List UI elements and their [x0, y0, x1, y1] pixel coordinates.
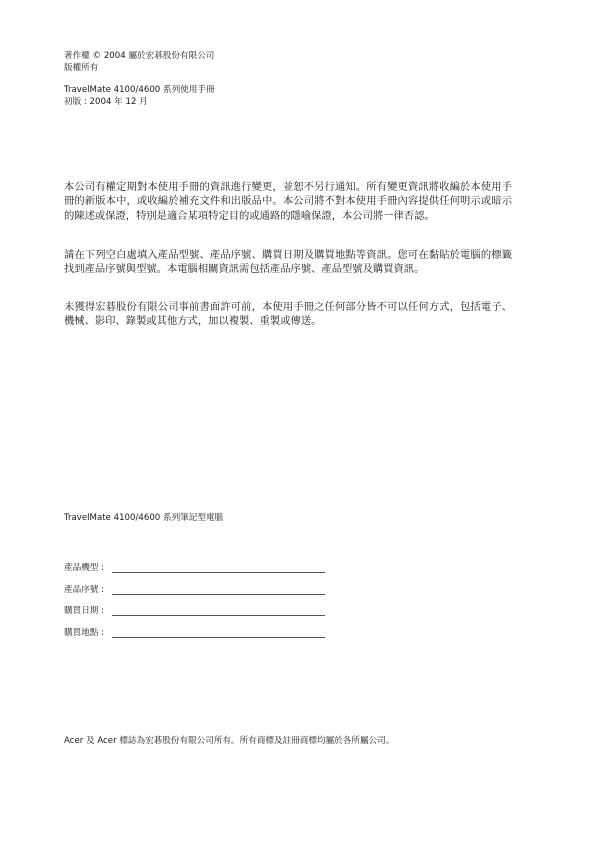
notice-paragraph-2: 請在下列空白處填入產品型號、產品序號、購買日期及購買地點等資訊。您可在黏貼於電腦的標籤找到產品序號與型號。本電腦相關資訊需包括產品序號、產品型號及購買資訊。 [64, 249, 512, 276]
manual-info-block [64, 84, 215, 108]
field-label: 產品序號 : [64, 585, 105, 595]
notice-paragraph-3: 未獲得宏碁股份有限公司事前書面許可前，本使用手冊之任何部分皆不可以任何方式，包括電子、機械、影印、錄製或其他方式，加以複製、重製或傳送。 [64, 301, 512, 328]
field-label: 購買地點 : [64, 628, 105, 638]
blank-line [112, 637, 325, 638]
trademark-notice: Acer 及 Acer 標誌為宏碁股份有限公司所有。所有商標及註冊商標均屬於各所屬公司。 [64, 736, 395, 746]
purchase-place-field [64, 627, 104, 639]
copyright-block [64, 50, 214, 74]
field-label: 產品機型 : [64, 563, 105, 573]
purchase-date-field [64, 605, 104, 617]
copyright-line: 著作權 © 2004 屬於宏碁股份有限公司 [64, 51, 215, 61]
rights-reserved-line: 版權所有 [64, 63, 99, 73]
blank-line [112, 615, 325, 616]
field-label: 購買日期 : [64, 606, 105, 616]
blank-line [112, 572, 325, 573]
blank-line [112, 594, 325, 595]
serial-number-field [64, 584, 104, 596]
edition-line: 初版 : 2004 年 12 月 [64, 97, 148, 107]
manual-title: TravelMate 4100/4600 系列使用手冊 [64, 85, 215, 95]
record-title: TravelMate 4100/4600 系列筆記型電腦 [64, 513, 224, 523]
product-model-field [64, 562, 104, 574]
notice-paragraph-1: 本公司有權定期對本使用手冊的資訊進行變更，並恕不另行通知。所有變更資訊將收編於本使用手冊的新版本中，或收編於補充文件和出版品中。本公司將不對本使用手冊內容提供任何明示或暗示的陳述或保證，特別是適合某項特定目的或通路的隱喻保證，本公司將一律否認。 [64, 181, 512, 222]
